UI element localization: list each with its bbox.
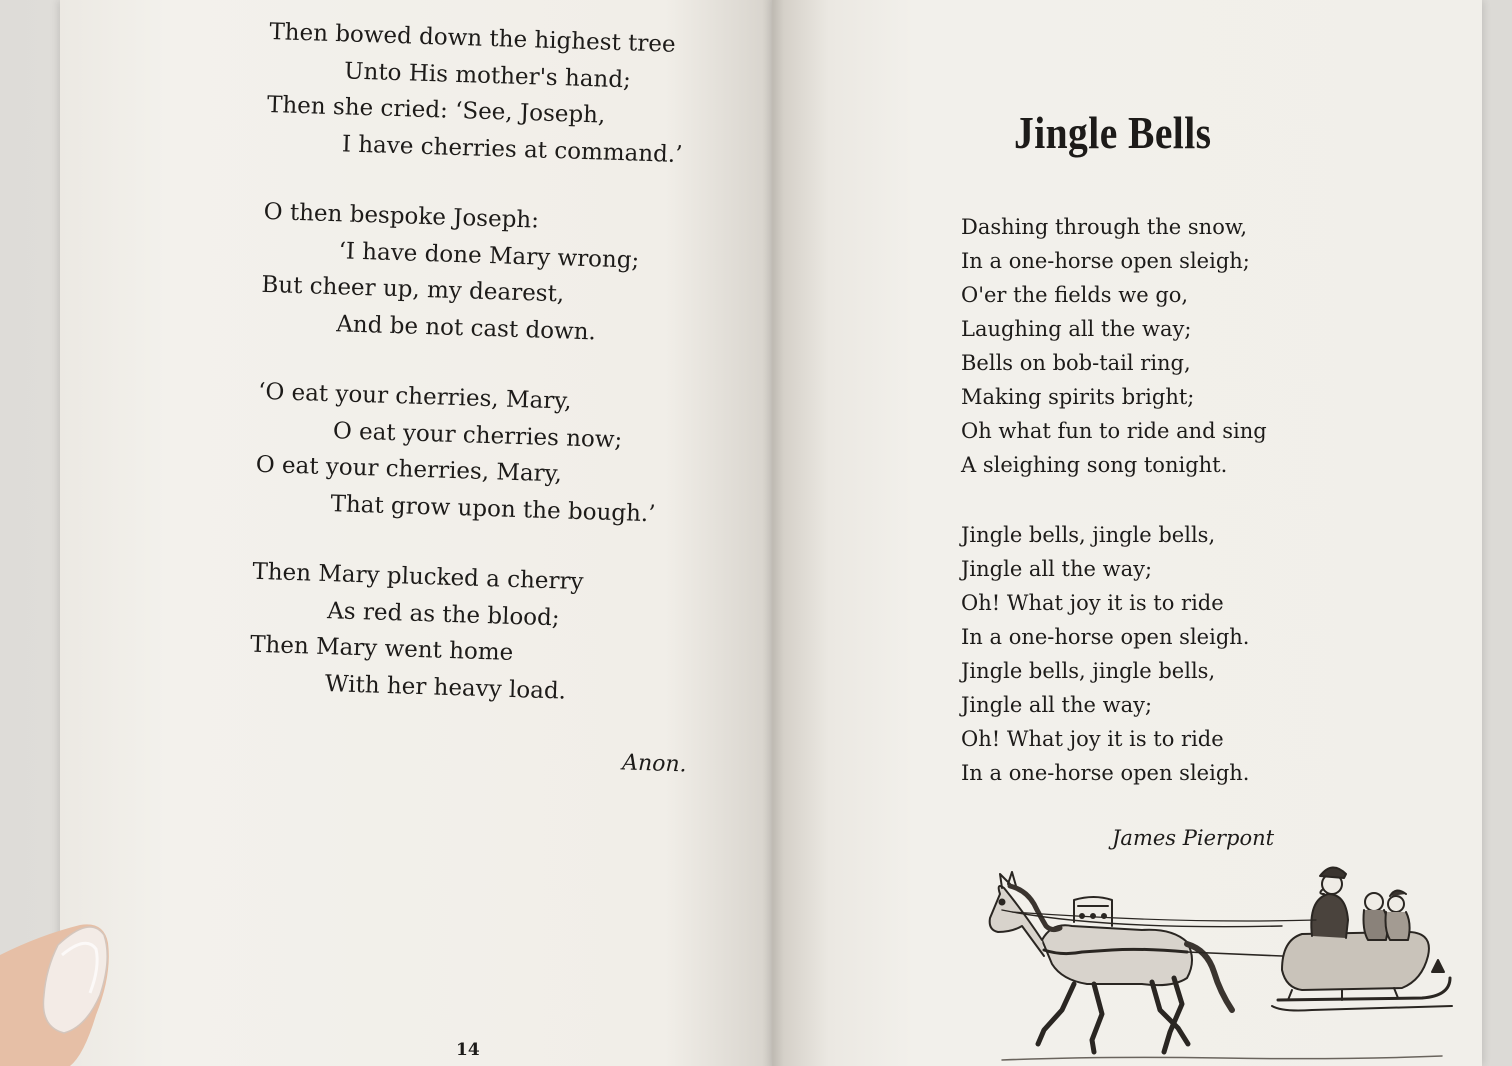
page-number: 14 [456, 1040, 480, 1060]
poem-line: Bells on bob-tail ring, [961, 351, 1191, 375]
right-attribution: James Pierpont [1112, 826, 1275, 850]
right-stanza-2 [961, 518, 1291, 790]
poem-line: Oh! What joy it is to ride [961, 727, 1224, 751]
poem-line: With her heavy load. [324, 670, 567, 705]
poem-line: O eat your cherries, Mary, [255, 451, 563, 488]
poem-line: ‘O eat your cherries, Mary, [257, 378, 572, 415]
poem-line: Oh! What joy it is to ride [961, 591, 1224, 615]
left-attribution: Anon. [621, 750, 688, 778]
poem-line: Oh what fun to ride and sing [961, 419, 1267, 443]
horse-and-sleigh-illustration [982, 860, 1462, 1066]
poem-line: In a one-horse open sleigh. [961, 625, 1250, 649]
left-stanza-3 [254, 374, 698, 534]
poem-line: Jingle all the way; [961, 557, 1153, 581]
poem-line: O then bespoke Joseph: [263, 198, 540, 234]
poem-line: As red as the blood; [326, 597, 561, 631]
left-page [60, 0, 772, 1066]
poem-line: Then Mary went home [249, 631, 514, 666]
poem-line: But cheer up, my dearest, [261, 271, 565, 308]
poem-line: Then bowed down the highest tree [269, 18, 676, 58]
poem-line: Jingle all the way; [961, 693, 1153, 717]
book-gutter [762, 0, 784, 1066]
left-poem [246, 14, 710, 784]
poem-line: A sleighing song tonight. [961, 453, 1228, 477]
poem-line: That grow upon the bough.’ [330, 490, 656, 527]
poem-line: Then she cried: ‘See, Joseph, [266, 91, 606, 129]
poem-line: ‘I have done Mary wrong; [338, 237, 640, 274]
poem-line: Dashing through the snow, [961, 215, 1248, 239]
poem-line: I have cherries at command.’ [341, 130, 683, 168]
poem-line: Making spirits bright; [961, 385, 1195, 409]
right-stanza-1 [961, 210, 1291, 482]
poem-title: Jingle Bells [1014, 107, 1212, 158]
fingertip-icon [0, 915, 120, 1066]
left-stanza-4 [248, 554, 692, 714]
poem-line: And be not cast down. [335, 310, 597, 345]
poem-line: Unto His mother's hand; [343, 57, 632, 93]
poem-line: O'er the fields we go, [961, 283, 1189, 307]
left-stanza-1 [265, 14, 709, 174]
poem-line: Then Mary plucked a cherry [252, 558, 584, 596]
poem-line: Laughing all the way; [961, 317, 1192, 341]
right-page [772, 0, 1482, 1066]
right-poem [961, 210, 1291, 826]
poem-line: In a one-horse open sleigh; [961, 249, 1250, 273]
poem-line: Jingle bells, jingle bells, [961, 659, 1216, 683]
poem-line: O eat your cherries now; [332, 417, 623, 453]
poem-line: In a one-horse open sleigh. [961, 761, 1250, 785]
poem-line: Jingle bells, jingle bells, [961, 523, 1216, 547]
left-stanza-2 [260, 194, 704, 354]
